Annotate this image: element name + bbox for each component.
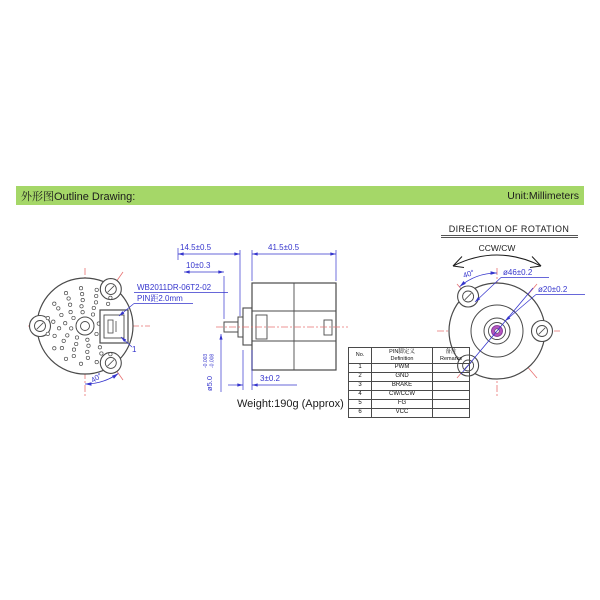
rotation-arrow	[453, 255, 541, 268]
direction-of-rotation-title: DIRECTION OF ROTATION	[448, 224, 570, 234]
table-row: 4 CW/CCW	[349, 391, 470, 400]
pin-table-header	[349, 348, 470, 364]
rear-angle-label: 40°	[461, 267, 476, 280]
col-no: No.	[349, 348, 372, 364]
table-row: 1 PWM	[349, 364, 470, 373]
col-definition-cn: PIN脚定义	[389, 348, 415, 355]
pin-definition-table	[348, 347, 470, 418]
front-labels	[119, 283, 228, 354]
weight-label: Weight:190g (Approx)	[237, 398, 344, 410]
table-row: 2 GND	[349, 373, 470, 382]
front-view	[28, 268, 228, 398]
pin-pitch-label: PIN距2.0mm	[137, 294, 183, 303]
col-remarks-en: Remarks	[439, 355, 462, 362]
dim-outer-diameter: ø46±0.2	[503, 268, 533, 277]
col-definition	[372, 348, 433, 364]
col-definition-en: Definition	[390, 355, 414, 362]
dim-shaft-length: 14.5±0.5	[180, 243, 212, 252]
front-connector	[100, 310, 128, 343]
table-row: 6 VCC	[349, 409, 470, 418]
front-angle-label: 40°	[89, 370, 104, 385]
table-row: 5 FG	[349, 400, 470, 409]
table-row: 3 BRAKE	[349, 382, 470, 391]
part-number-label: WB2011DR-06T2-02	[137, 283, 212, 292]
dim-body-length: 41.5±0.5	[268, 243, 300, 252]
pin1-label: 1	[132, 345, 137, 354]
dim-flange-thickness: 3±0.2	[260, 374, 280, 383]
rotation-direction-label: CCW/CW	[478, 243, 516, 253]
side-view	[178, 243, 348, 410]
shaft-tol-upper: -0.003	[203, 353, 209, 368]
shaft-tol-lower: -0.008	[209, 353, 216, 368]
page-title: 外形图Outline Drawing:	[21, 190, 136, 203]
col-remarks-cn: 备注	[445, 348, 457, 355]
dim-shaft-diameter: ø5.0	[205, 375, 214, 391]
unit-label: Unit:Millimeters	[507, 189, 579, 202]
dim-boss-diameter: ø20±0.2	[538, 285, 568, 294]
col-remarks	[433, 348, 470, 364]
dim-shaft-step: 10±0.3	[186, 261, 211, 270]
side-geometry	[224, 283, 336, 370]
